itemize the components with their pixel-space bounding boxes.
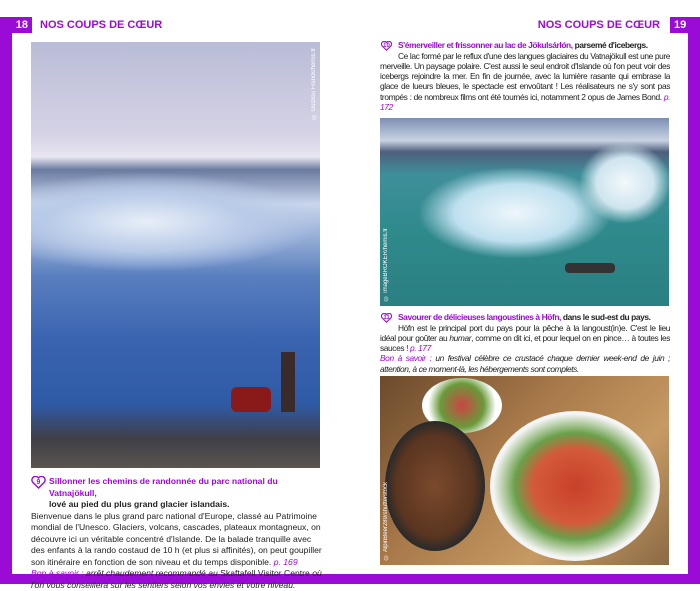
entry-body: Höfn est le principal port du pays pour la pêche à la langoust(in)e. C'est le lieu idéal pour goûter au [380, 322, 670, 343]
page-reference-link[interactable]: p. 177 [409, 343, 431, 354]
tip-text-2: où l'on vous conseillera sur les sentiers selon vos envies et votre niveau. [31, 568, 322, 590]
icebergs-photo [380, 118, 669, 306]
entry-10 [380, 40, 670, 112]
bon-a-savoir-label: Bon à savoir : [380, 353, 432, 364]
tip-place: Skaftafell Visitor Centre [220, 568, 310, 578]
entry-subtitle: parsemé d'icebergs. [574, 40, 648, 50]
photo-credit: © Guiziou Franck/hemis.fr [311, 48, 317, 120]
page-number-left: 18 [0, 17, 32, 33]
langoustines-photo [380, 376, 669, 565]
glacier-lagoon-photo [31, 42, 320, 468]
photo-credit: © AlpinBeer289/shutterstock [383, 481, 389, 559]
page-reference-link[interactable]: p. 172 [380, 91, 670, 112]
tip-text: arrêt chaudement recommandé au [85, 568, 218, 578]
bon-a-savoir-label: Bon à savoir : [31, 568, 84, 578]
entry-subtitle: dans le sud-est du pays. [562, 312, 651, 322]
photo-credit: © imageBROKER/hemis.fr [383, 227, 389, 300]
entry-9 [31, 476, 323, 591]
page-number-right: 19 [670, 17, 700, 33]
page-reference-link[interactable]: p. 169 [273, 556, 298, 567]
entry-title: S'émerveiller et frissonner au lac de Jökulsárlón, [398, 40, 573, 50]
running-head-right: NOS COUPS DE CŒUR [537, 19, 660, 31]
page-edge-right [688, 30, 700, 584]
heart-number-icon: 9 [31, 476, 46, 489]
entry-body-2: , comme on dit ici, et pour lequel on en pince… à toutes les sauces ! [380, 332, 671, 354]
entry-body: Bienvenue dans le plus grand parc national d'Europe, classé au Patrimoine mondial de l'Unesco. Glaciers, volcans, cascades, plateaux montagneux, on découvre ici un véritable concentré d'Islande. De la balade tranquille avec des enfants à la rando costaud de 10 h (et plus si affinités), on peut goupiller son itinéraire en fonction de son niveau et du temps disponible. [31, 510, 322, 567]
entry-title: Savourer de délicieuses langoustines à Höfn, [398, 312, 561, 322]
entry-11 [380, 312, 670, 374]
heart-number-icon: 11 [383, 314, 390, 321]
entry-title: Sillonner les chemins de randonnée du parc national du Vatnajökull, [49, 476, 278, 498]
page-edge-left [0, 30, 12, 584]
entry-body-italic: humar [449, 332, 472, 343]
entry-subtitle: lové au pied du plus grand glacier islandais. [49, 499, 230, 509]
heart-number-icon: 10 [383, 42, 390, 49]
entry-body: Ce lac formé par le reflux d'une des langues glaciaires du Vatnajökull est une pure merveille. Un paysage polaire. C'est aussi le seul endroit d'Islande où l'on peut voir des icebergs rejoindre la mer. En fin de journée, avec la lumière rasante qui embrase la glace de lueurs bleues, le spectacle est envoûtant ! Les réalisateurs ne s'y sont pas trompés : de nombreux films ont été tournés ici, notamment 2 opus de James Bond. [380, 50, 670, 102]
running-head-left: NOS COUPS DE CŒUR [40, 19, 163, 31]
tip-text: un festival célèbre ce crustacé chaque dernier week-end de juin ; attention, à ce moment-là, les hébergements sont complets. [380, 353, 671, 374]
